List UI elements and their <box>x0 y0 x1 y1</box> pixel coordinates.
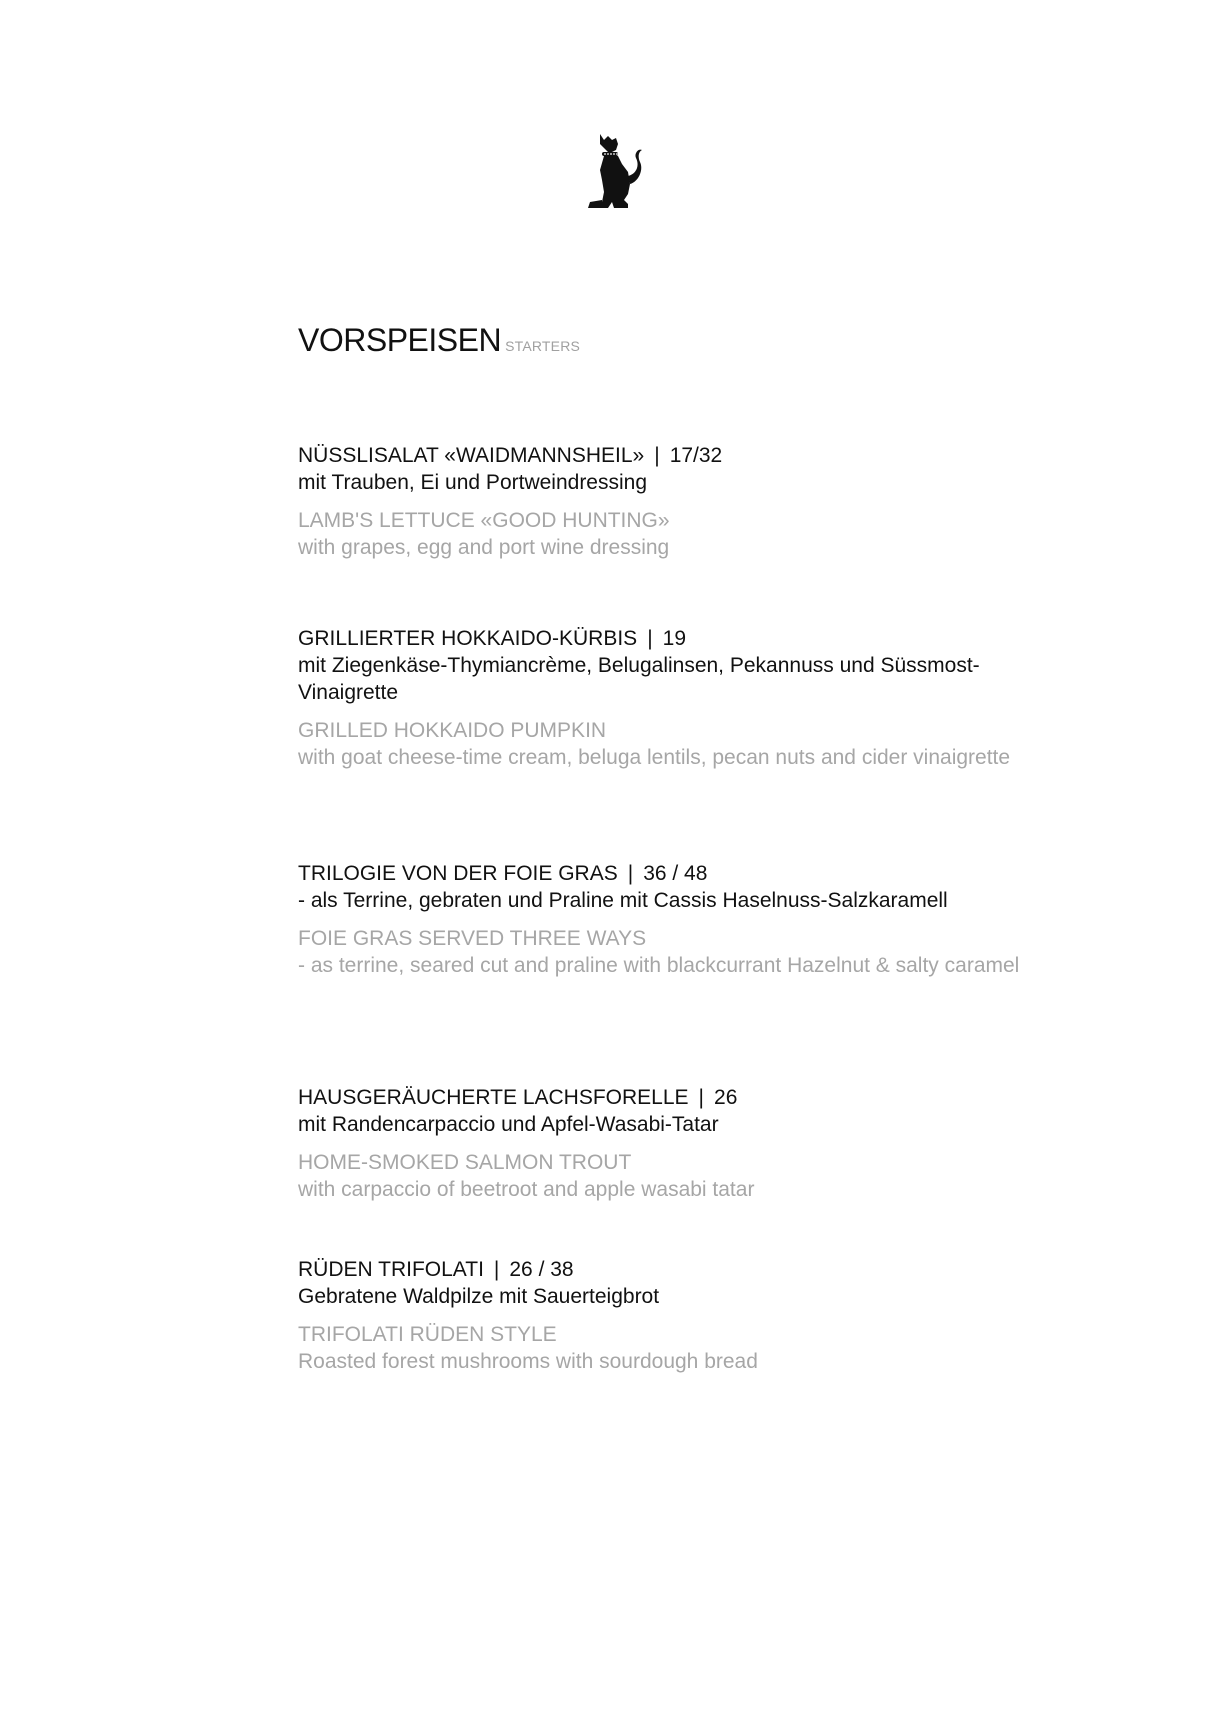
item-title-line <box>298 860 1058 887</box>
item-title: RÜDEN TRIFOLATI <box>298 1258 484 1281</box>
item-description-en: Roasted forest mushrooms with sourdough bread <box>298 1350 758 1373</box>
item-separator: | <box>627 862 634 885</box>
sitting-dog-logo-icon <box>578 130 650 210</box>
item-separator: | <box>493 1258 500 1281</box>
section-subtitle: STARTERS <box>505 338 581 354</box>
item-price: 17/32 <box>669 444 723 467</box>
item-english <box>298 717 1058 771</box>
item-separator: | <box>698 1086 705 1109</box>
item-title-en: HOME-SMOKED SALMON TROUT <box>298 1151 632 1174</box>
item-title-en: GRILLED HOKKAIDO PUMPKIN <box>298 719 607 742</box>
menu-item <box>298 625 1058 771</box>
item-title: NÜSSLISALAT «WAIDMANNSHEIL» <box>298 444 645 467</box>
item-description-en: - as terrine, seared cut and praline with blackcurrant Hazelnut & salty caramel <box>298 954 1020 977</box>
item-description-de: - als Terrine, gebraten und Praline mit Cassis Haselnuss-Salzkaramell <box>298 889 948 912</box>
menu-item <box>298 860 1058 979</box>
item-description-de: mit Trauben, Ei und Portweindressing <box>298 471 648 494</box>
item-description-en: with grapes, egg and port wine dressing <box>298 536 670 559</box>
item-english <box>298 1149 1058 1203</box>
menu-item <box>298 1256 1058 1375</box>
item-title: HAUSGERÄUCHERTE LACHSFORELLE <box>298 1086 689 1109</box>
menu-item <box>298 1084 1058 1203</box>
item-english <box>298 1321 1058 1375</box>
item-title-en: LAMB'S LETTUCE «GOOD HUNTING» <box>298 509 670 532</box>
item-title-en: FOIE GRAS SERVED THREE WAYS <box>298 927 647 950</box>
item-title-line <box>298 442 1058 469</box>
item-price: 36 / 48 <box>643 862 708 885</box>
item-title-line <box>298 625 1058 652</box>
section-title: VORSPEISEN <box>298 322 502 358</box>
item-description-de: Gebratene Waldpilze mit Sauerteigbrot <box>298 1285 660 1308</box>
item-english <box>298 925 1058 979</box>
item-title: TRILOGIE VON DER FOIE GRAS <box>298 862 618 885</box>
item-description-de: mit Ziegenkäse-Thymiancrème, Belugalinsen, Pekannuss und Süssmost-Vinaigrette <box>298 654 980 704</box>
item-title-en: TRIFOLATI RÜDEN STYLE <box>298 1323 557 1346</box>
menu-item <box>298 442 1058 561</box>
item-description-en: with goat cheese-time cream, beluga lentils, pecan nuts and cider vinaigrette <box>298 746 1011 769</box>
item-title: GRILLIERTER HOKKAIDO-KÜRBIS <box>298 627 638 650</box>
item-title-line <box>298 1084 1058 1111</box>
item-description-en: with carpaccio of beetroot and apple wasabi tatar <box>298 1178 755 1201</box>
item-separator: | <box>647 627 653 650</box>
item-separator: | <box>654 444 660 467</box>
item-english <box>298 507 1058 561</box>
item-price: 19 <box>662 627 687 650</box>
section-header <box>298 322 580 359</box>
item-description-de: mit Randencarpaccio und Apfel-Wasabi-Tatar <box>298 1113 719 1136</box>
item-price: 26 <box>714 1086 738 1109</box>
item-title-line <box>298 1256 1058 1283</box>
item-price: 26 / 38 <box>509 1258 574 1281</box>
